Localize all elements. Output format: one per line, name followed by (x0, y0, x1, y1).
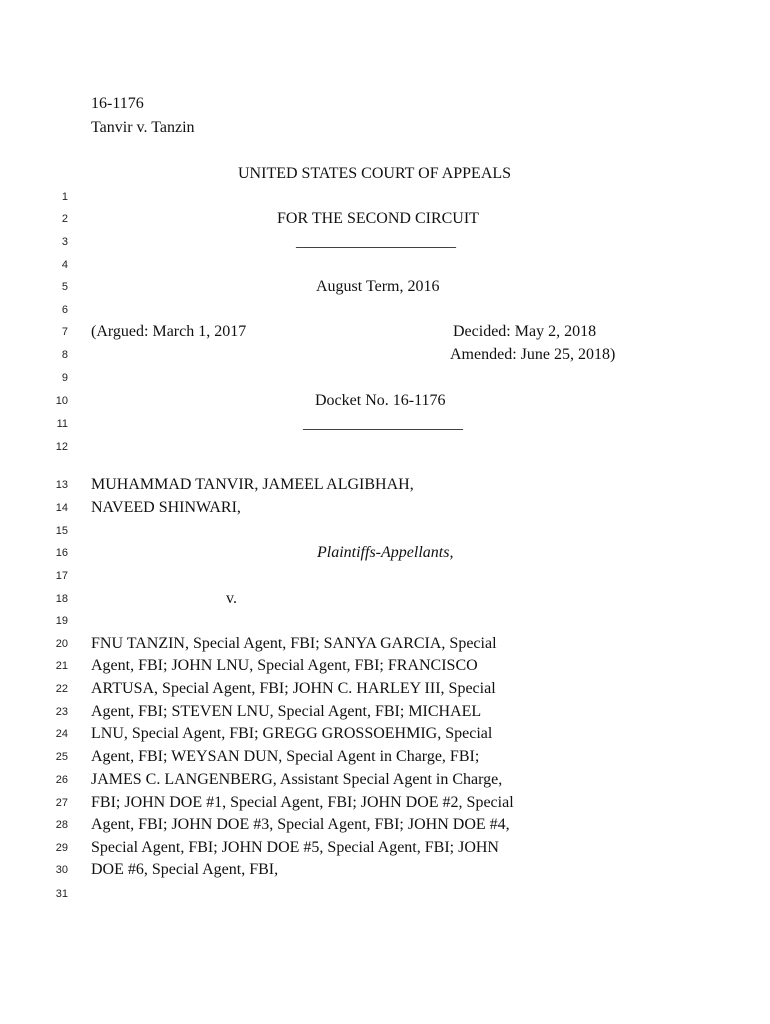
line-16 (0, 542, 770, 564)
line-number: 19 (55, 615, 68, 627)
line-5 (0, 276, 770, 298)
line-number: 13 (55, 479, 68, 491)
line-11 (0, 413, 770, 435)
defendants-line: JAMES C. LANGENBERG, Assistant Special Agent in Charge, (91, 771, 503, 788)
line-number: 26 (55, 774, 68, 786)
line-2 (0, 208, 770, 230)
defendants-line: Special Agent, FBI; JOHN DOE #5, Special Agent, FBI; JOHN (91, 839, 499, 856)
line-18 (0, 588, 770, 610)
line-28 (0, 814, 770, 836)
line-number: 2 (61, 213, 68, 225)
line-4 (0, 254, 770, 276)
line-1 (0, 186, 770, 208)
decided-date: Decided: May 2, 2018 (453, 323, 597, 340)
line-6 (0, 299, 770, 321)
line-15 (0, 520, 770, 542)
line-number: 5 (61, 281, 68, 293)
line-number: 24 (55, 728, 68, 740)
header-docket-number: 16-1176 (91, 95, 144, 112)
defendants-line: ARTUSA, Special Agent, FBI; JOHN C. HARLEY III, Special (91, 680, 496, 697)
term: August Term, 2016 (316, 278, 440, 295)
docket-number: Docket No. 16-1176 (315, 392, 446, 409)
line-19 (0, 610, 770, 632)
line-31 (0, 883, 770, 905)
defendants-line: Agent, FBI; WEYSAN DUN, Special Agent in Charge, FBI; (91, 748, 480, 765)
line-number: 23 (55, 706, 68, 718)
line-number: 15 (55, 525, 68, 537)
defendants-line: DOE #6, Special Agent, FBI, (91, 861, 279, 878)
defendants-line: FBI; JOHN DOE #1, Special Agent, FBI; JOHN DOE #2, Special (91, 794, 514, 811)
line-24 (0, 723, 770, 745)
line-number: 12 (55, 441, 68, 453)
line-number: 21 (55, 660, 68, 672)
line-number: 30 (55, 864, 68, 876)
defendants-line: LNU, Special Agent, FBI; GREGG GROSSOEHMIG, Special (91, 725, 493, 742)
line-21 (0, 655, 770, 677)
argued-date: (Argued: March 1, 2017 (91, 323, 247, 340)
line-10 (0, 390, 770, 412)
line-number: 29 (55, 842, 68, 854)
line-12 (0, 436, 770, 458)
defendants-line: Agent, FBI; JOHN DOE #3, Special Agent, FBI; JOHN DOE #4, (91, 816, 510, 833)
defendants-line: FNU TANZIN, Special Agent, FBI; SANYA GARCIA, Special (91, 635, 497, 652)
line-number: 9 (61, 372, 68, 384)
court-title: UNITED STATES COURT OF APPEALS (238, 165, 512, 182)
versus: v. (226, 590, 237, 607)
line-22 (0, 678, 770, 700)
line-20 (0, 633, 770, 655)
line-number: 14 (55, 502, 68, 514)
line-7 (0, 321, 770, 343)
line-number: 16 (55, 547, 68, 559)
line-23 (0, 701, 770, 723)
line-number: 1 (61, 191, 68, 203)
line-number: 20 (55, 638, 68, 650)
line-number: 31 (55, 888, 68, 900)
line-3 (0, 231, 770, 253)
line-number: 4 (61, 259, 68, 271)
line-number: 27 (55, 797, 68, 809)
line-number: 17 (55, 570, 68, 582)
line-14 (0, 497, 770, 519)
line-number: 6 (61, 304, 68, 316)
line-number: 10 (55, 395, 68, 407)
line-17 (0, 565, 770, 587)
line-number: 3 (61, 236, 68, 248)
plaintiffs-role: Plaintiffs-Appellants, (317, 544, 454, 561)
line-13 (0, 474, 770, 496)
line-27 (0, 792, 770, 814)
line-number: 18 (55, 593, 68, 605)
separator-rule: ____________________ (303, 415, 463, 432)
line-25 (0, 746, 770, 768)
line-number: 25 (55, 751, 68, 763)
circuit-name: FOR THE SECOND CIRCUIT (277, 210, 479, 227)
line-26 (0, 769, 770, 791)
amended-date: Amended: June 25, 2018) (450, 346, 616, 363)
defendants-line: Agent, FBI; JOHN LNU, Special Agent, FBI; FRANCISCO (91, 657, 478, 674)
line-number: 28 (55, 819, 68, 831)
line-number: 7 (61, 326, 68, 338)
line-30 (0, 859, 770, 881)
line-9 (0, 367, 770, 389)
plaintiffs-line: MUHAMMAD TANVIR, JAMEEL ALGIBHAH, (91, 476, 414, 493)
line-29 (0, 837, 770, 859)
line-number: 11 (56, 418, 68, 430)
line-number: 22 (55, 683, 68, 695)
plaintiffs-line: NAVEED SHINWARI, (91, 499, 241, 516)
separator-rule: ____________________ (296, 233, 456, 250)
line-number: 8 (61, 349, 68, 361)
line-8 (0, 344, 770, 366)
header-case-name: Tanvir v. Tanzin (91, 119, 195, 136)
defendants-line: Agent, FBI; STEVEN LNU, Special Agent, FBI; MICHAEL (91, 703, 482, 720)
